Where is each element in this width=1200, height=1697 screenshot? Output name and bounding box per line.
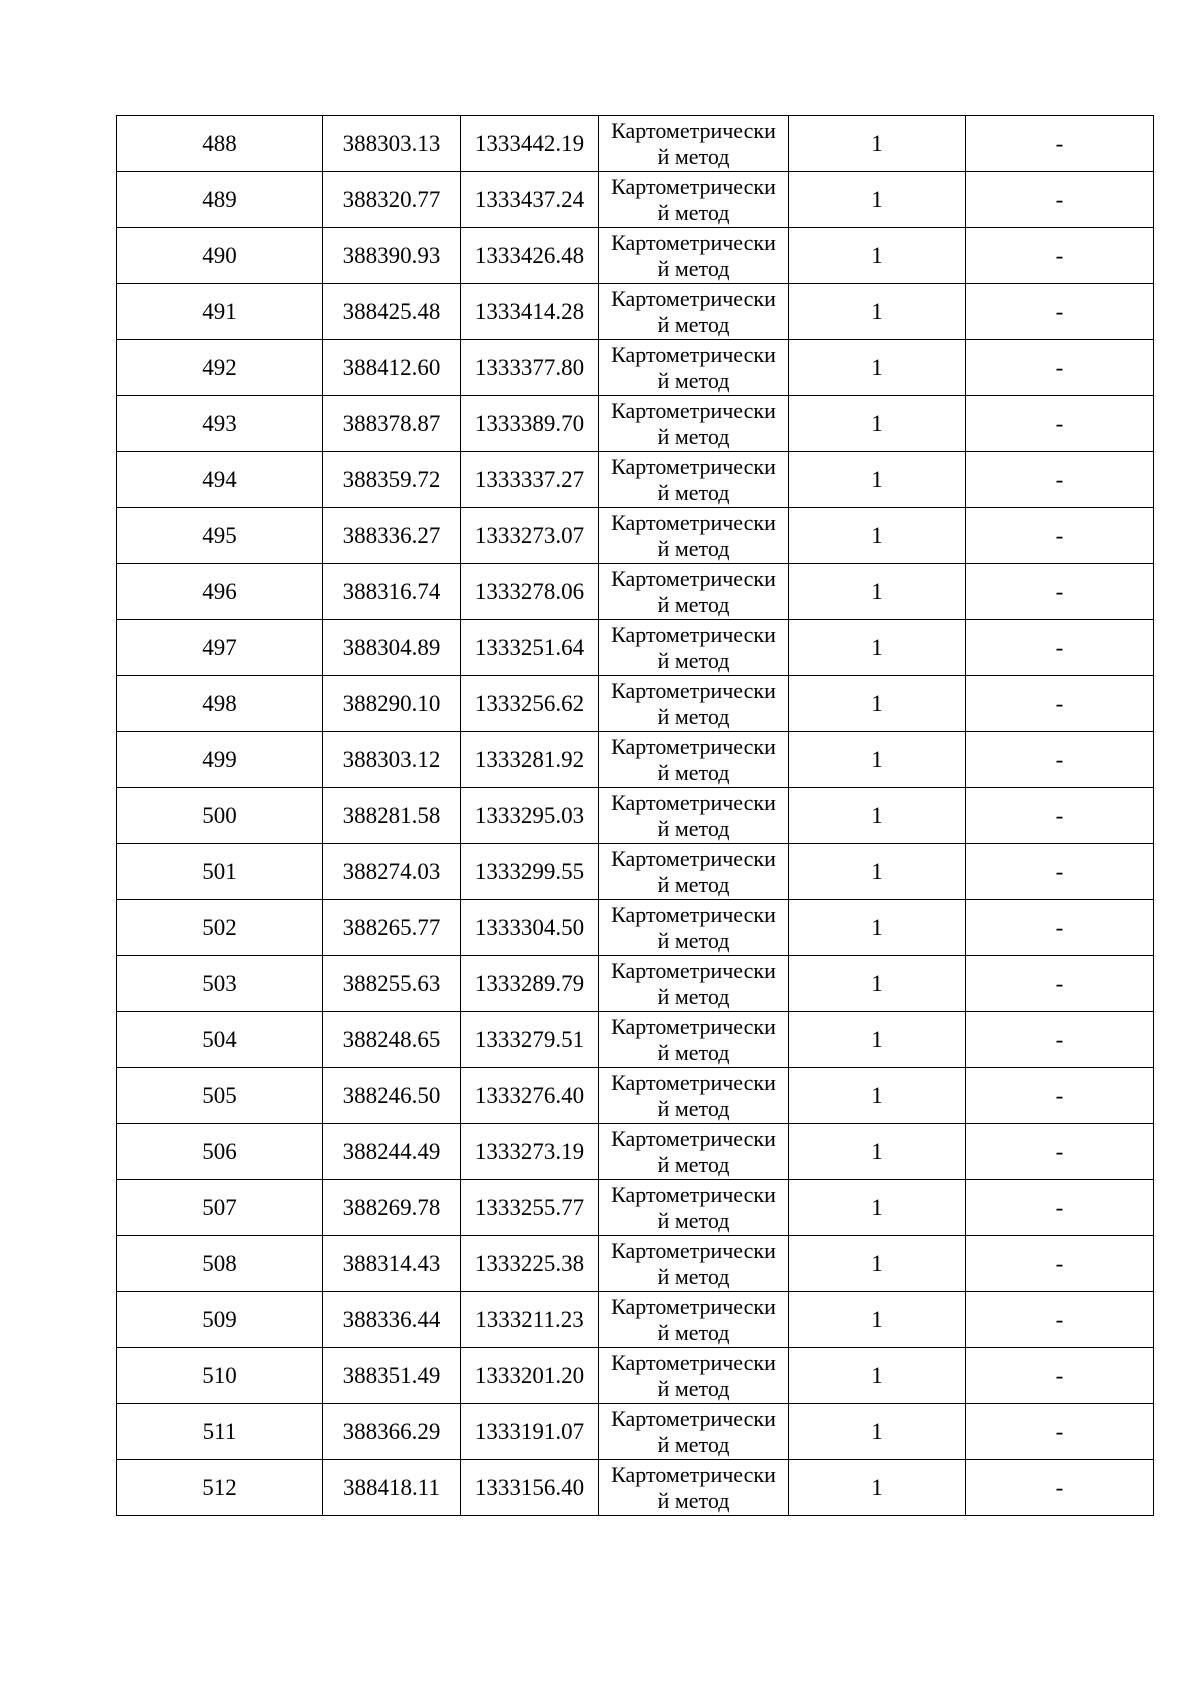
note-cell: - <box>966 788 1154 844</box>
table-row <box>117 340 1154 396</box>
table-row <box>117 788 1154 844</box>
point-number-cell: 508 <box>117 1236 323 1292</box>
table-row <box>117 396 1154 452</box>
table-row <box>117 844 1154 900</box>
x-coordinate-cell: 388378.87 <box>323 396 461 452</box>
x-coordinate-cell: 388418.11 <box>323 1460 461 1516</box>
x-coordinate-cell: 388255.63 <box>323 956 461 1012</box>
table-row <box>117 452 1154 508</box>
x-coordinate-cell: 388425.48 <box>323 284 461 340</box>
method-text-line-1: Картометрически <box>611 1181 776 1207</box>
point-number-cell: 511 <box>117 1404 323 1460</box>
method-text-line-2: й метод <box>657 143 730 169</box>
method-text-line-1: Картометрически <box>611 1405 776 1431</box>
table-row <box>117 1292 1154 1348</box>
point-number-cell: 500 <box>117 788 323 844</box>
x-coordinate-cell: 388290.10 <box>323 676 461 732</box>
table-row <box>117 116 1154 172</box>
method-cell <box>599 1348 789 1404</box>
point-number-cell: 503 <box>117 956 323 1012</box>
x-coordinate-cell: 388366.29 <box>323 1404 461 1460</box>
accuracy-cell: 1 <box>789 788 966 844</box>
note-cell: - <box>966 676 1154 732</box>
y-coordinate-cell: 1333201.20 <box>461 1348 599 1404</box>
table-row <box>117 172 1154 228</box>
x-coordinate-cell: 388248.65 <box>323 1012 461 1068</box>
method-cell <box>599 396 789 452</box>
method-cell <box>599 620 789 676</box>
note-cell: - <box>966 1068 1154 1124</box>
accuracy-cell: 1 <box>789 676 966 732</box>
accuracy-cell: 1 <box>789 844 966 900</box>
x-coordinate-cell: 388265.77 <box>323 900 461 956</box>
method-text-line-2: й метод <box>657 199 730 225</box>
accuracy-cell: 1 <box>789 1012 966 1068</box>
table-row <box>117 1124 1154 1180</box>
note-cell: - <box>966 340 1154 396</box>
method-text-line-1: Картометрически <box>611 789 776 815</box>
note-cell: - <box>966 172 1154 228</box>
method-text-line-2: й метод <box>657 591 730 617</box>
method-text-line-1: Картометрически <box>611 509 776 535</box>
note-cell: - <box>966 900 1154 956</box>
accuracy-cell: 1 <box>789 508 966 564</box>
point-number-cell: 497 <box>117 620 323 676</box>
method-text-line-1: Картометрически <box>611 453 776 479</box>
y-coordinate-cell: 1333426.48 <box>461 228 599 284</box>
accuracy-cell: 1 <box>789 900 966 956</box>
point-number-cell: 512 <box>117 1460 323 1516</box>
x-coordinate-cell: 388269.78 <box>323 1180 461 1236</box>
method-cell <box>599 956 789 1012</box>
table-row <box>117 1012 1154 1068</box>
y-coordinate-cell: 1333437.24 <box>461 172 599 228</box>
method-cell <box>599 228 789 284</box>
table-row <box>117 284 1154 340</box>
accuracy-cell: 1 <box>789 396 966 452</box>
x-coordinate-cell: 388390.93 <box>323 228 461 284</box>
table-row <box>117 508 1154 564</box>
point-number-cell: 504 <box>117 1012 323 1068</box>
accuracy-cell: 1 <box>789 732 966 788</box>
method-cell <box>599 452 789 508</box>
method-cell <box>599 564 789 620</box>
method-text-line-1: Картометрически <box>611 621 776 647</box>
note-cell: - <box>966 116 1154 172</box>
x-coordinate-cell: 388320.77 <box>323 172 461 228</box>
method-cell <box>599 676 789 732</box>
accuracy-cell: 1 <box>789 228 966 284</box>
accuracy-cell: 1 <box>789 284 966 340</box>
accuracy-cell: 1 <box>789 172 966 228</box>
note-cell: - <box>966 844 1154 900</box>
y-coordinate-cell: 1333256.62 <box>461 676 599 732</box>
y-coordinate-cell: 1333281.92 <box>461 732 599 788</box>
x-coordinate-cell: 388351.49 <box>323 1348 461 1404</box>
y-coordinate-cell: 1333255.77 <box>461 1180 599 1236</box>
method-text-line-2: й метод <box>657 983 730 1009</box>
point-number-cell: 495 <box>117 508 323 564</box>
note-cell: - <box>966 732 1154 788</box>
method-text-line-2: й метод <box>657 479 730 505</box>
accuracy-cell: 1 <box>789 116 966 172</box>
accuracy-cell: 1 <box>789 620 966 676</box>
point-number-cell: 506 <box>117 1124 323 1180</box>
method-text-line-2: й метод <box>657 1095 730 1121</box>
method-text-line-2: й метод <box>657 1039 730 1065</box>
method-text-line-2: й метод <box>657 255 730 281</box>
method-text-line-2: й метод <box>657 1263 730 1289</box>
method-text-line-1: Картометрически <box>611 733 776 759</box>
method-text-line-1: Картометрически <box>611 397 776 423</box>
method-cell <box>599 1236 789 1292</box>
note-cell: - <box>966 1236 1154 1292</box>
note-cell: - <box>966 620 1154 676</box>
method-cell <box>599 1068 789 1124</box>
method-text-line-1: Картометрически <box>611 341 776 367</box>
accuracy-cell: 1 <box>789 564 966 620</box>
x-coordinate-cell: 388244.49 <box>323 1124 461 1180</box>
accuracy-cell: 1 <box>789 1124 966 1180</box>
coordinates-table <box>116 115 1154 1516</box>
method-text-line-2: й метод <box>657 703 730 729</box>
note-cell: - <box>966 1460 1154 1516</box>
accuracy-cell: 1 <box>789 1348 966 1404</box>
y-coordinate-cell: 1333156.40 <box>461 1460 599 1516</box>
y-coordinate-cell: 1333337.27 <box>461 452 599 508</box>
method-text-line-1: Картометрически <box>611 1237 776 1263</box>
method-text-line-2: й метод <box>657 1487 730 1513</box>
x-coordinate-cell: 388246.50 <box>323 1068 461 1124</box>
table-body <box>117 116 1154 1516</box>
point-number-cell: 489 <box>117 172 323 228</box>
method-cell <box>599 900 789 956</box>
method-cell <box>599 1292 789 1348</box>
method-cell <box>599 340 789 396</box>
y-coordinate-cell: 1333304.50 <box>461 900 599 956</box>
table-row <box>117 900 1154 956</box>
note-cell: - <box>966 284 1154 340</box>
note-cell: - <box>966 396 1154 452</box>
accuracy-cell: 1 <box>789 452 966 508</box>
point-number-cell: 493 <box>117 396 323 452</box>
table-row <box>117 1404 1154 1460</box>
method-text-line-2: й метод <box>657 871 730 897</box>
method-text-line-1: Картометрически <box>611 117 776 143</box>
point-number-cell: 505 <box>117 1068 323 1124</box>
point-number-cell: 494 <box>117 452 323 508</box>
point-number-cell: 490 <box>117 228 323 284</box>
point-number-cell: 491 <box>117 284 323 340</box>
y-coordinate-cell: 1333276.40 <box>461 1068 599 1124</box>
y-coordinate-cell: 1333295.03 <box>461 788 599 844</box>
y-coordinate-cell: 1333279.51 <box>461 1012 599 1068</box>
accuracy-cell: 1 <box>789 1068 966 1124</box>
table-row <box>117 1068 1154 1124</box>
method-cell <box>599 116 789 172</box>
table-row <box>117 1460 1154 1516</box>
method-text-line-1: Картометрически <box>611 1125 776 1151</box>
method-cell <box>599 1460 789 1516</box>
note-cell: - <box>966 1404 1154 1460</box>
method-text-line-2: й метод <box>657 759 730 785</box>
method-cell <box>599 508 789 564</box>
method-cell <box>599 788 789 844</box>
note-cell: - <box>966 508 1154 564</box>
table-row <box>117 564 1154 620</box>
y-coordinate-cell: 1333251.64 <box>461 620 599 676</box>
x-coordinate-cell: 388336.27 <box>323 508 461 564</box>
accuracy-cell: 1 <box>789 956 966 1012</box>
accuracy-cell: 1 <box>789 1180 966 1236</box>
method-cell <box>599 1012 789 1068</box>
note-cell: - <box>966 452 1154 508</box>
method-cell <box>599 844 789 900</box>
method-text-line-1: Картометрически <box>611 1293 776 1319</box>
point-number-cell: 488 <box>117 116 323 172</box>
y-coordinate-cell: 1333414.28 <box>461 284 599 340</box>
method-text-line-2: й метод <box>657 423 730 449</box>
table-row <box>117 1348 1154 1404</box>
y-coordinate-cell: 1333289.79 <box>461 956 599 1012</box>
method-cell <box>599 1404 789 1460</box>
table-row <box>117 228 1154 284</box>
method-cell <box>599 172 789 228</box>
note-cell: - <box>966 1180 1154 1236</box>
method-text-line-1: Картометрически <box>611 173 776 199</box>
method-text-line-1: Картометрически <box>611 845 776 871</box>
accuracy-cell: 1 <box>789 340 966 396</box>
table-row <box>117 676 1154 732</box>
method-text-line-2: й метод <box>657 1431 730 1457</box>
x-coordinate-cell: 388359.72 <box>323 452 461 508</box>
y-coordinate-cell: 1333278.06 <box>461 564 599 620</box>
table-row <box>117 1236 1154 1292</box>
y-coordinate-cell: 1333211.23 <box>461 1292 599 1348</box>
accuracy-cell: 1 <box>789 1236 966 1292</box>
point-number-cell: 499 <box>117 732 323 788</box>
table-row <box>117 732 1154 788</box>
method-text-line-1: Картометрически <box>611 1461 776 1487</box>
method-text-line-1: Картометрически <box>611 1013 776 1039</box>
x-coordinate-cell: 388316.74 <box>323 564 461 620</box>
note-cell: - <box>966 228 1154 284</box>
method-text-line-2: й метод <box>657 927 730 953</box>
y-coordinate-cell: 1333389.70 <box>461 396 599 452</box>
method-text-line-1: Картометрически <box>611 1069 776 1095</box>
point-number-cell: 496 <box>117 564 323 620</box>
method-text-line-2: й метод <box>657 1207 730 1233</box>
point-number-cell: 492 <box>117 340 323 396</box>
x-coordinate-cell: 388274.03 <box>323 844 461 900</box>
point-number-cell: 510 <box>117 1348 323 1404</box>
table-row <box>117 956 1154 1012</box>
method-text-line-2: й метод <box>657 1375 730 1401</box>
accuracy-cell: 1 <box>789 1404 966 1460</box>
method-text-line-1: Картометрически <box>611 565 776 591</box>
note-cell: - <box>966 956 1154 1012</box>
method-text-line-1: Картометрически <box>611 285 776 311</box>
x-coordinate-cell: 388412.60 <box>323 340 461 396</box>
note-cell: - <box>966 1348 1154 1404</box>
note-cell: - <box>966 564 1154 620</box>
method-cell <box>599 732 789 788</box>
method-text-line-2: й метод <box>657 535 730 561</box>
y-coordinate-cell: 1333191.07 <box>461 1404 599 1460</box>
x-coordinate-cell: 388304.89 <box>323 620 461 676</box>
table-row <box>117 620 1154 676</box>
method-text-line-1: Картометрически <box>611 677 776 703</box>
accuracy-cell: 1 <box>789 1460 966 1516</box>
method-text-line-2: й метод <box>657 815 730 841</box>
method-text-line-1: Картометрически <box>611 957 776 983</box>
x-coordinate-cell: 388281.58 <box>323 788 461 844</box>
method-text-line-2: й метод <box>657 1151 730 1177</box>
x-coordinate-cell: 388336.44 <box>323 1292 461 1348</box>
y-coordinate-cell: 1333377.80 <box>461 340 599 396</box>
point-number-cell: 509 <box>117 1292 323 1348</box>
method-text-line-1: Картометрически <box>611 229 776 255</box>
point-number-cell: 502 <box>117 900 323 956</box>
method-cell <box>599 1124 789 1180</box>
method-text-line-2: й метод <box>657 367 730 393</box>
method-cell <box>599 1180 789 1236</box>
y-coordinate-cell: 1333273.07 <box>461 508 599 564</box>
point-number-cell: 498 <box>117 676 323 732</box>
y-coordinate-cell: 1333299.55 <box>461 844 599 900</box>
y-coordinate-cell: 1333273.19 <box>461 1124 599 1180</box>
y-coordinate-cell: 1333442.19 <box>461 116 599 172</box>
method-cell <box>599 284 789 340</box>
x-coordinate-cell: 388303.13 <box>323 116 461 172</box>
point-number-cell: 501 <box>117 844 323 900</box>
note-cell: - <box>966 1124 1154 1180</box>
method-text-line-2: й метод <box>657 647 730 673</box>
x-coordinate-cell: 388314.43 <box>323 1236 461 1292</box>
method-text-line-1: Картометрически <box>611 1349 776 1375</box>
method-text-line-1: Картометрически <box>611 901 776 927</box>
method-text-line-2: й метод <box>657 311 730 337</box>
x-coordinate-cell: 388303.12 <box>323 732 461 788</box>
note-cell: - <box>966 1292 1154 1348</box>
y-coordinate-cell: 1333225.38 <box>461 1236 599 1292</box>
note-cell: - <box>966 1012 1154 1068</box>
method-text-line-2: й метод <box>657 1319 730 1345</box>
table-row <box>117 1180 1154 1236</box>
accuracy-cell: 1 <box>789 1292 966 1348</box>
point-number-cell: 507 <box>117 1180 323 1236</box>
